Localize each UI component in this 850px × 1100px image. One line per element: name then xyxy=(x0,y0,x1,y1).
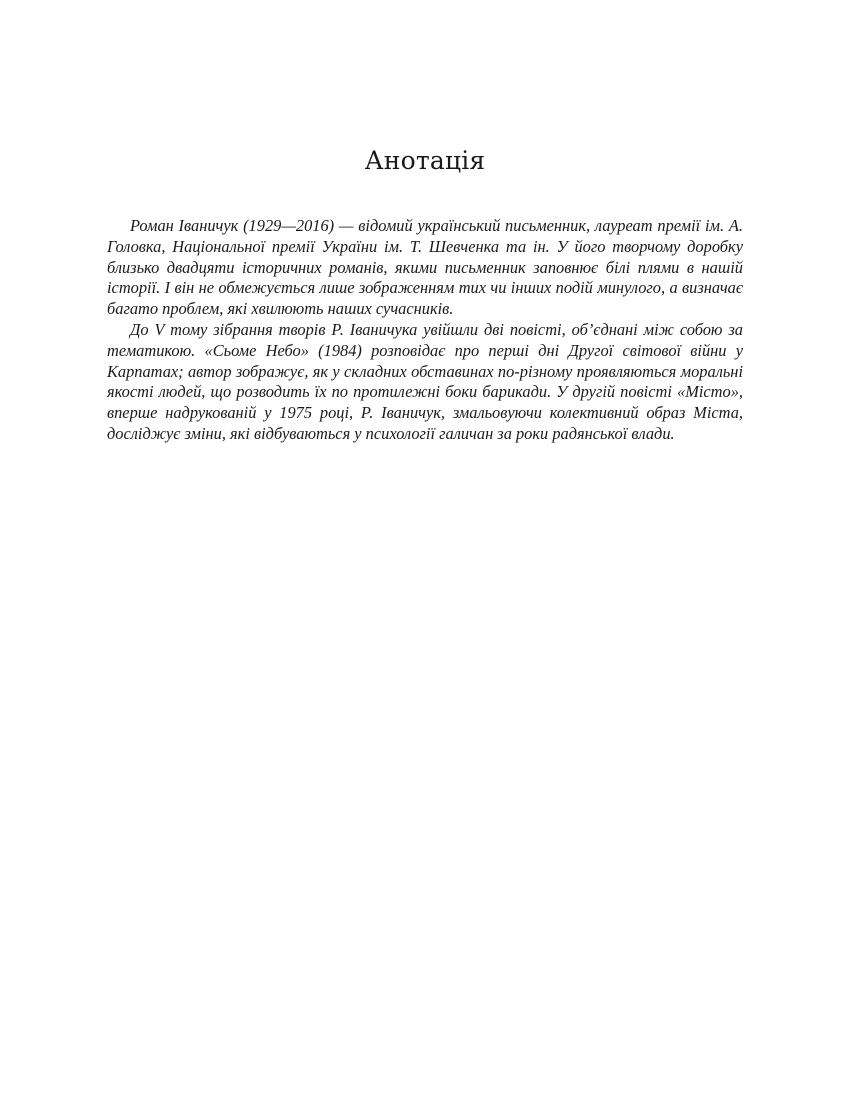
page-title: Анотація xyxy=(364,146,486,175)
annotation-body xyxy=(107,216,743,445)
annotation-paragraph-1: Роман Іваничук (1929—2016) — відомий український письменник, лауреат премії ім. А. Головка, Національної премії України ім. Т. Шевченка та ін. У його творчому доробку близько двадцяти історичних романів, якими письменник заповнює білі плями в нашій історії. І він не обмежується лише зображенням тих чи інших подій минулого, а визначає багато проблем, які хвилюють наших сучасників. xyxy=(107,216,743,319)
annotation-paragraph-2: До V тому зібрання творів Р. Іваничука увійшли дві повісті, об’єднані між собою за тематикою. «Сьоме Небо» (1984) розповідає про перші дні Другої світової війни у Карпатах; автор зображує, як у складних обставинах по-різному проявляються моральні якості людей, що розводить їх по протилежні боки барикади. У другій повісті «Місто», вперше надрукованій у 1975 році, Р. Іваничук, змальовуючи колективний образ Міста, досліджує зміни, які відбуваються у психології галичан за роки радянської влади. xyxy=(107,319,743,443)
